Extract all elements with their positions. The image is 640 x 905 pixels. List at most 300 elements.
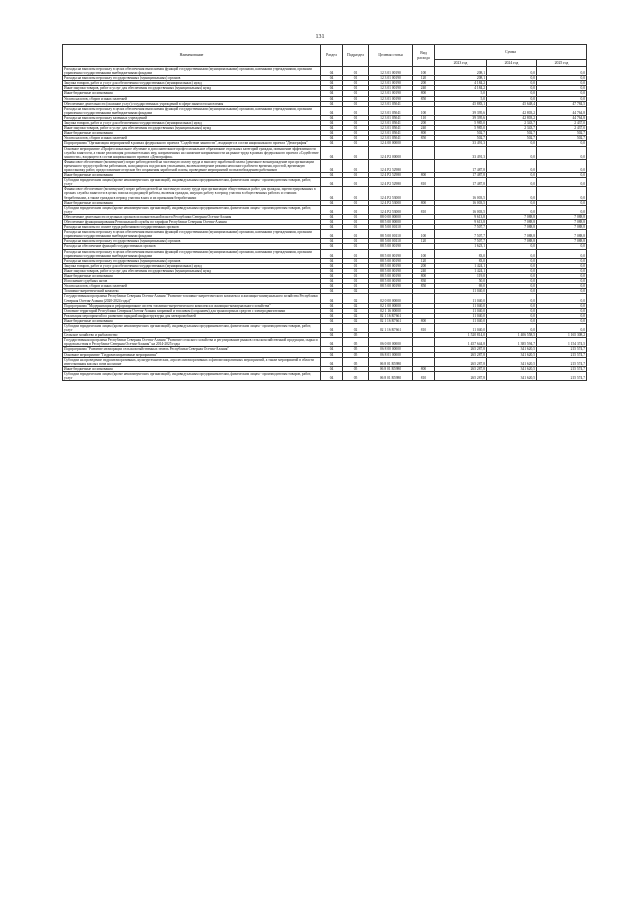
row-sum-2023: 33 491,3 (435, 146, 487, 159)
row-sum-2024: 7 088,8 (487, 220, 537, 225)
row-subsection: 05 (343, 357, 369, 366)
row-sum-2023: 1 520 814,0 (435, 333, 487, 338)
row-sum-2023: 33 491,3 (435, 141, 487, 146)
row-section: 04 (321, 249, 343, 258)
row-sum-2023: 5,0 (435, 96, 487, 101)
row-article: 12 4 P2 52980 (369, 159, 413, 172)
row-expense-type (413, 187, 435, 200)
row-sum-2025: 0,0 (537, 205, 587, 214)
row-article: 06 0 00 00000 (369, 338, 413, 347)
row-name: Закупка товаров, работ и услуг для обеспечения государственных (муниципальных) нужд (63, 263, 321, 268)
row-article: 88 5 00 00190 (369, 274, 413, 279)
row-sum-2025: 0,0 (537, 159, 587, 172)
row-sum-2024: 0,0 (487, 244, 537, 249)
row-subsection: 01 (343, 173, 369, 178)
row-sum-2025: 215 574,7 (537, 347, 587, 352)
row-sum-2023: 11 040,0 (435, 308, 487, 313)
row-subsection: 01 (343, 268, 369, 273)
row-article: 02 1 16 R7661 (369, 323, 413, 332)
row-article: 06 8 01 R5980 (369, 357, 413, 366)
row-sum-2023: 208,1 (435, 76, 487, 81)
row-sum-2025: 502,7 (537, 131, 587, 136)
row-name: Расходы на выплаты персоналу в целях обеспечения выполнения функций государственными (муниципальными) органами, казенными учреждениями, органами управления государственными внебюджетными фондами (63, 67, 321, 76)
row-sum-2023: 119,0 (435, 274, 487, 279)
row-sum-2024: 0,0 (487, 187, 537, 200)
row-subsection: 01 (343, 86, 369, 91)
header-year-2025: 2025 год (537, 60, 587, 67)
row-article: 12 4 00 00000 (369, 141, 413, 146)
row-sum-2024: 0,0 (487, 96, 537, 101)
row-article: 12 3 01 05041 (369, 131, 413, 136)
row-expense-type: 800 (413, 318, 435, 323)
row-sum-2023: 265 287,8 (435, 366, 487, 371)
row-section: 04 (321, 220, 343, 225)
row-subsection: 01 (343, 187, 369, 200)
row-article: 12 4 P2 00000 (369, 146, 413, 159)
row-article: 12 3 01 05041 (369, 115, 413, 120)
row-name: Сельское хозяйство и рыболовство (63, 333, 321, 338)
row-sum-2025: 0,0 (537, 86, 587, 91)
row-name: Иные закупки товаров, работ и услуг для обеспечения государственных (муниципальных) нужд (63, 126, 321, 131)
row-expense-type: 810 (413, 205, 435, 214)
row-sum-2023: 17 487,8 (435, 173, 487, 178)
row-sum-2023: 1 424,1 (435, 263, 487, 268)
row-sum-2023: 265 287,8 (435, 352, 487, 357)
row-section: 04 (321, 303, 343, 308)
row-name: Субсидии юридическим лицам (кроме некоммерческих организаций), индивидуальным предпринимателям, физическим лицам - производителям товаров, работ, услуг (63, 178, 321, 187)
row-sum-2025: 0,0 (537, 200, 587, 205)
row-sum-2024: 0,0 (487, 67, 537, 76)
row-subsection: 02 (343, 294, 369, 303)
row-sum-2023: 5 985,0 (435, 121, 487, 126)
row-article: 06 8 00 00000 (369, 347, 413, 352)
row-section: 04 (321, 357, 343, 366)
row-sum-2024: 0,0 (487, 289, 537, 294)
row-sum-2024: 341 620,5 (487, 347, 537, 352)
row-article: 12 3 01 05041 (369, 126, 413, 131)
row-article: 12 3 01 00190 (369, 96, 413, 101)
row-name: Расходы на выплаты персоналу казенных учреждений (63, 115, 321, 120)
row-sum-2025: 0,0 (537, 303, 587, 308)
row-subsection: 05 (343, 333, 369, 338)
row-subsection: 05 (343, 371, 369, 380)
row-sum-2025: 0,0 (537, 268, 587, 273)
row-subsection: 01 (343, 115, 369, 120)
row-expense-type: 810 (413, 178, 435, 187)
row-sum-2024: 0,0 (487, 91, 537, 96)
row-subsection: 01 (343, 96, 369, 101)
row-expense-type: 100 (413, 249, 435, 258)
row-subsection: 02 (343, 289, 369, 294)
row-sum-2025: 0,0 (537, 294, 587, 303)
row-sum-2024: 0,0 (487, 81, 537, 86)
row-sum-2024: 0,0 (487, 178, 537, 187)
row-name: Закупка товаров, работ и услуг для обеспечения государственных (муниципальных) нужд (63, 121, 321, 126)
row-expense-type (413, 159, 435, 172)
row-sum-2023: 1 424,1 (435, 268, 487, 273)
row-sum-2023: 502,7 (435, 131, 487, 136)
row-name: Субсидии юридическим лицам (кроме некоммерческих организаций), индивидуальным предпринимателям, физическим лицам - производителям товаров, работ, услуг (63, 205, 321, 214)
row-sum-2023: 16 003,5 (435, 205, 487, 214)
row-subsection: 01 (343, 76, 369, 81)
row-subsection: 01 (343, 230, 369, 239)
row-sum-2024: 0,0 (487, 76, 537, 81)
row-subsection: 01 (343, 205, 369, 214)
row-name: Расходы на выплаты персоналу государственных (муниципальных) органов (63, 76, 321, 81)
row-section: 04 (321, 244, 343, 249)
row-expense-type (413, 294, 435, 303)
row-name: Основное мероприятие «Профессиональное обучение и дополнительное профессиональное образование отдельных категорий граждан, повышение эффективности службы занятости, а также реализация дополнительных мер, направленных на снижение напряженности на рынке труда в рамках федерального проекта «Содействие занятости», входящего в состав национального проекта «Демография» (64, 146, 319, 159)
row-sum-2025: 0,0 (537, 67, 587, 76)
row-name: Основное мероприятие "Гидромелиоративные мероприятия" (63, 352, 321, 357)
row-name: Подпрограмма "Модернизация и реформирование систем топливно-энергетического комплекса и жилищно-коммунального хозяйства" (63, 303, 321, 308)
row-name: Государственная программа Республики Северная Осетия-Алания "Развитие сельского хозяйства и регулирование рынков сельскохозяйственной продукции, сырья и продовольствия в Республике Северная Осетия-Алания" на 2014-2025 годы (63, 338, 321, 347)
row-subsection: 01 (343, 244, 369, 249)
row-expense-type (413, 338, 435, 347)
row-expense-type: 240 (413, 86, 435, 91)
row-section: 04 (321, 91, 343, 96)
table-row (63, 159, 587, 172)
row-subsection: 01 (343, 136, 369, 141)
row-section: 04 (321, 115, 343, 120)
row-sum-2023: 9 613,8 (435, 214, 487, 219)
row-section: 04 (321, 173, 343, 178)
row-expense-type (413, 146, 435, 159)
header-sum: Сумма (435, 45, 587, 60)
row-sum-2025: 0,0 (537, 187, 587, 200)
row-sum-2023: 17 487,8 (435, 159, 487, 172)
row-article: 02 1 16 00000 (369, 308, 413, 313)
row-expense-type: 850 (413, 136, 435, 141)
row-article: 12 3 01 00190 (369, 86, 413, 91)
row-section: 04 (321, 258, 343, 263)
row-section: 04 (321, 230, 343, 239)
row-sum-2024: 0,0 (487, 200, 537, 205)
row-expense-type (413, 357, 435, 366)
row-name: Иные бюджетные ассигнования (63, 91, 321, 96)
row-sum-2024: 7 088,8 (487, 239, 537, 244)
row-sum-2024: 341 620,5 (487, 366, 537, 371)
row-article: 88 5 00 00190 (369, 263, 413, 268)
row-sum-2025: 0,0 (537, 178, 587, 187)
table-row (63, 294, 587, 303)
row-article: 12 3 01 00190 (369, 76, 413, 81)
row-sum-2024: 341 620,5 (487, 371, 537, 380)
row-expense-type: 800 (413, 366, 435, 371)
row-name: Иные бюджетные ассигнования (63, 173, 321, 178)
row-section: 04 (321, 187, 343, 200)
row-name: Расходы на выплаты персоналу государственных (муниципальных) органов (63, 258, 321, 263)
row-sum-2023: 11 040,0 (435, 289, 487, 294)
row-section: 04 (321, 313, 343, 318)
row-name: Финансовое обеспечение (возмещение) затрат работодателей на частичную оплату труда и выплату заработной платы (денежное вознаграждение при организации временного трудоустройства работников, находящихся под риском увольнения, включая введение режима неполного рабочего времени, простой, временную приостановку работ, предоставление отпусков без сохранения заработной платы, проведение мероприятий по высвобождению работников (63, 159, 321, 172)
header-article: Целевая статья (369, 45, 413, 67)
row-sum-2023: 45 883,1 (435, 101, 487, 106)
row-sum-2025: 0,0 (537, 81, 587, 86)
row-sum-2023: 16 003,5 (435, 187, 487, 200)
row-sum-2024: 1 406 558,5 (487, 333, 537, 338)
row-sum-2024: 0,0 (487, 146, 537, 159)
row-sum-2024: 7 088,8 (487, 214, 537, 219)
row-sum-2025: 0,0 (537, 141, 587, 146)
row-expense-type: 100 (413, 106, 435, 115)
row-section: 04 (321, 146, 343, 159)
row-sum-2023: 265 287,8 (435, 347, 487, 352)
row-sum-2023: 11 040,0 (435, 313, 487, 318)
row-section: 04 (321, 76, 343, 81)
row-name: Расходы на выплаты по оплате труда работников государственных органов (63, 225, 321, 230)
row-name: Государственная программа Республики Северная Осетия-Алания "Развитие топливно-энергетического комплекса и жилищно-коммунального хозяйства Республики Северная Осетия-Алания (2020-2024 годы)" (63, 294, 321, 303)
row-sum-2024: 502,7 (487, 136, 537, 141)
row-section: 04 (321, 136, 343, 141)
row-sum-2024: 502,7 (487, 131, 537, 136)
row-section: 04 (321, 239, 343, 244)
row-subsection: 01 (343, 101, 369, 106)
row-section: 04 (321, 274, 343, 279)
row-sum-2024: 0,0 (487, 268, 537, 273)
row-expense-type: 200 (413, 121, 435, 126)
row-section: 04 (321, 86, 343, 91)
table-row (63, 323, 587, 332)
row-expense-type: 200 (413, 81, 435, 86)
row-article: 12 3 01 00190 (369, 81, 413, 86)
row-expense-type: 240 (413, 268, 435, 273)
row-name: Уплата налогов, сборов и иных платежей (63, 136, 321, 141)
table-row (63, 230, 587, 239)
header-year-2023: 2023 год (435, 60, 487, 67)
row-sum-2025: 215 574,7 (537, 366, 587, 371)
row-name: Иные бюджетные ассигнования (63, 274, 321, 279)
row-sum-2025: 0,0 (537, 274, 587, 279)
row-sum-2023: 83,0 (435, 249, 487, 258)
row-name: Иные бюджетные ассигнования (63, 131, 321, 136)
row-section: 04 (321, 81, 343, 86)
row-sum-2023: 9 613,8 (435, 220, 487, 225)
row-article: 88 5 00 00190 (369, 244, 413, 249)
row-sum-2024: 0,0 (487, 263, 537, 268)
row-name: Расходы на выплаты персоналу государственных (муниципальных) органов (63, 239, 321, 244)
row-article: 88 0 00 00000 (369, 214, 413, 219)
row-sum-2023: 83,0 (435, 258, 487, 263)
table-row (63, 249, 587, 258)
row-sum-2023: 7 507,7 (435, 239, 487, 244)
row-name: Иные бюджетные ассигнования (63, 318, 321, 323)
row-sum-2024: 7 088,8 (487, 225, 537, 230)
row-sum-2025: 215 574,7 (537, 357, 587, 366)
row-article: 88 5 00 00190 (369, 284, 413, 289)
row-subsection: 01 (343, 141, 369, 146)
row-sum-2025: 0,0 (537, 146, 587, 159)
row-name: Иные закупки товаров, работ и услуг для обеспечения государственных (муниципальных) нужд (63, 268, 321, 273)
row-expense-type: 120 (413, 258, 435, 263)
row-name: Топливно-энергетический комплекс (63, 289, 321, 294)
row-article: 88 5 00 00110 (369, 239, 413, 244)
row-article: 12 4 P2 52980 (369, 173, 413, 178)
row-sum-2023: 39 395,6 (435, 106, 487, 115)
row-sum-2023: 11 040,0 (435, 323, 487, 332)
row-subsection: 02 (343, 308, 369, 313)
row-section: 04 (321, 338, 343, 347)
row-article: 12 4 P2 53000 (369, 187, 413, 200)
table-row (63, 178, 587, 187)
row-subsection: 01 (343, 126, 369, 131)
row-article: 88 5 00 00110 (369, 225, 413, 230)
row-sum-2023: 4 184,2 (435, 81, 487, 86)
table-row (63, 371, 587, 380)
row-article: 12 3 01 05041 (369, 106, 413, 115)
row-sum-2025: 47 784,5 (537, 101, 587, 106)
row-sum-2024: 0,0 (487, 284, 537, 289)
page-number: 131 (315, 34, 325, 40)
row-article: 88 5 00 00190 (369, 258, 413, 263)
row-name: Субсидии юридическим лицам (кроме некоммерческих организаций), индивидуальным предпринимателям, физическим лицам - производителям товаров, работ, услуг (63, 371, 321, 380)
row-section: 04 (321, 205, 343, 214)
row-sum-2025: 0,0 (537, 96, 587, 101)
table-row (63, 338, 587, 347)
row-sum-2025: 0,0 (537, 263, 587, 268)
row-section: 04 (321, 308, 343, 313)
row-subsection: 01 (343, 106, 369, 115)
row-sum-2024: 2 343,7 (487, 121, 537, 126)
row-article: 02 0 00 00000 (369, 294, 413, 303)
row-sum-2025: 0,0 (537, 279, 587, 284)
table-row (63, 67, 587, 76)
row-name: Уплата налогов, сборов и иных платежей (63, 96, 321, 101)
row-subsection: 01 (343, 239, 369, 244)
row-subsection: 01 (343, 263, 369, 268)
row-article: 12 3 01 00190 (369, 67, 413, 76)
row-subsection: 01 (343, 178, 369, 187)
row-section: 04 (321, 284, 343, 289)
row-sum-2023: 265 287,8 (435, 357, 487, 366)
row-expense-type: 200 (413, 263, 435, 268)
row-sum-2023: 11 040,0 (435, 318, 487, 323)
table-body (63, 67, 587, 381)
row-section: 04 (321, 67, 343, 76)
row-subsection: 05 (343, 352, 369, 357)
row-expense-type: 830 (413, 279, 435, 284)
row-subsection: 01 (343, 146, 369, 159)
row-sum-2023: 69,0 (435, 284, 487, 289)
row-sum-2025: 0,0 (537, 244, 587, 249)
row-sum-2023: 1 623,1 (435, 244, 487, 249)
row-subsection: 01 (343, 81, 369, 86)
row-article: 02 1 16 R7661 (369, 318, 413, 323)
row-sum-2023: 17 487,8 (435, 178, 487, 187)
header-section: Раздел (321, 45, 343, 67)
row-name: Расходы на выплаты персоналу в целях обеспечения выполнения функций государственными (муниципальными) органами, казенными учреждениями, органами управления государственными внебюджетными фондами (63, 106, 321, 115)
header-year-2024: 2024 год (487, 60, 537, 67)
row-name: Иные закупки товаров, работ и услуг для обеспечения государственных (муниципальных) нужд (63, 86, 321, 91)
row-sum-2025: 7 088,8 (537, 225, 587, 230)
row-subsection: 01 (343, 200, 369, 205)
row-expense-type: 810 (413, 371, 435, 380)
row-sum-2025: 0,0 (537, 323, 587, 332)
row-sum-2025: 2 437,0 (537, 126, 587, 131)
row-section: 04 (321, 279, 343, 284)
row-sum-2025: 7 088,8 (537, 239, 587, 244)
row-subsection: 05 (343, 338, 369, 347)
row-subsection: 02 (343, 303, 369, 308)
row-section: 04 (321, 318, 343, 323)
row-name: Расходы на выплаты персоналу в целях обеспечения выполнения функций государственными (муниципальными) органами, казенными учреждениями, органами управления государственными внебюджетными фондами (63, 230, 321, 239)
row-expense-type: 850 (413, 96, 435, 101)
row-subsection: 01 (343, 279, 369, 284)
row-subsection: 01 (343, 131, 369, 136)
row-sum-2024: 0,0 (487, 205, 537, 214)
row-sum-2024: 0,0 (487, 323, 537, 332)
row-sum-2023: 265 287,8 (435, 371, 487, 380)
row-name: Подпрограмма "Организация мероприятий в рамках федерального проекта "Содействие занятости", входящего в состав национального проекта "Демография" (63, 141, 321, 146)
row-section: 04 (321, 106, 343, 115)
row-sum-2025: 0,0 (537, 76, 587, 81)
row-subsection: 01 (343, 258, 369, 263)
row-article: 02 1 00 00000 (369, 303, 413, 308)
row-section: 04 (321, 333, 343, 338)
row-sum-2024: 2 343,7 (487, 126, 537, 131)
row-section: 04 (321, 294, 343, 303)
row-sum-2025: 7 088,8 (537, 220, 587, 225)
budget-table (62, 44, 587, 381)
row-article: 88 5 00 00190 (369, 249, 413, 258)
row-section: 04 (321, 371, 343, 380)
row-section: 04 (321, 101, 343, 106)
row-sum-2023: 11 040,0 (435, 303, 487, 308)
row-expense-type: 100 (413, 67, 435, 76)
row-sum-2025: 0,0 (537, 249, 587, 258)
row-expense-type: 240 (413, 126, 435, 131)
row-section: 04 (321, 141, 343, 146)
row-sum-2024: 7 088,8 (487, 230, 537, 239)
row-name: Финансовое обеспечение (возмещение) затрат работодателей на частичную оплату труда при организации общественных работ для граждан, зарегистрированных в органах службы занятости в целях поиска подходящей работы, включая граждан, ищущих работу в период участия в общественных работах и ставших безработными, а также граждан в период участия в них и их признания безработными (63, 187, 321, 200)
row-sum-2024: 45 648,4 (487, 101, 537, 106)
row-expense-type: 100 (413, 230, 435, 239)
row-sum-2025: 44 764,8 (537, 106, 587, 115)
row-section: 04 (321, 159, 343, 172)
row-article: 02 1 16 R7661 (369, 313, 413, 318)
row-expense-type: 810 (413, 323, 435, 332)
row-name: Субсидии на проведение гидромелиоративных, культуртехнических, агролесомелиоративных и фитомелиоративных мероприятий, а также мероприятий в области известкования кислых почв на пашне (63, 357, 321, 366)
row-sum-2024: 341 620,5 (487, 357, 537, 366)
row-section: 04 (321, 131, 343, 136)
row-sum-2024: 0,0 (487, 318, 537, 323)
row-article: 88 5 00 00000 (369, 220, 413, 225)
row-article: 12 4 P2 53000 (369, 205, 413, 214)
row-sum-2023: 50,0 (435, 279, 487, 284)
row-sum-2025: 7 088,8 (537, 214, 587, 219)
table-row (63, 205, 587, 214)
row-sum-2024: 0,0 (487, 86, 537, 91)
row-name: Освоение территорий Республики Северная Осетия-Алания заправкой и топливом (созданием) для транспортных средств с электродвигателями (63, 308, 321, 313)
row-sum-2023: 4 184,2 (435, 86, 487, 91)
row-article: 12 4 P2 53000 (369, 200, 413, 205)
row-subsection: 02 (343, 318, 369, 323)
row-sum-2025: 0,0 (537, 91, 587, 96)
row-section: 04 (321, 352, 343, 357)
row-name: Расходы на выплаты персоналу в целях обеспечения выполнения функций государственными (муниципальными) органами, казенными учреждениями, органами управления государственными внебюджетными фондами (63, 249, 321, 258)
row-sum-2025: 2 437,0 (537, 121, 587, 126)
row-name: Обеспечение деятельности отдельных органов исполнительной власти Республики Северная Осетия-Алания (63, 214, 321, 219)
row-article: 12 3 01 05041 (369, 136, 413, 141)
row-sum-2025: 0,0 (537, 258, 587, 263)
table-row (63, 106, 587, 115)
header-expense-type: Вид расхода (413, 45, 435, 67)
row-subsection: 01 (343, 249, 369, 258)
table-row (63, 187, 587, 200)
header-name: Наименование (63, 45, 321, 67)
row-article: 06 8 01 R5980 (369, 366, 413, 371)
row-section: 04 (321, 214, 343, 219)
